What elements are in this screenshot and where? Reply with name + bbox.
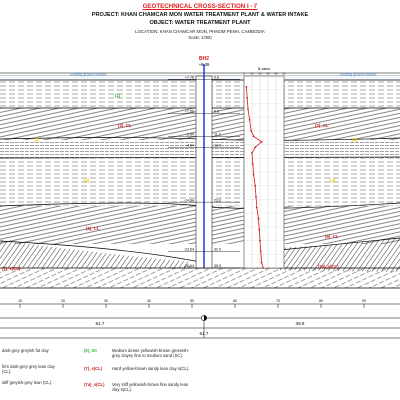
distance-right: 39.6 — [295, 321, 305, 326]
legend-code-6: (7a)_s(CL) — [84, 382, 105, 387]
nvalue-title: N-value — [257, 67, 271, 71]
nvalue-point — [261, 141, 263, 143]
level-depth: 13.0 — [214, 143, 221, 148]
nvalue-point — [262, 267, 264, 269]
layer-dense-left — [0, 240, 190, 268]
layer-label-3-right: (3) — [352, 137, 358, 142]
project-line: PROJECT: KHAN CHAMCAR MON WATER TREATMENT PLANT & WATER INTAKE — [91, 12, 309, 18]
layer-label-2: (2)_CL — [118, 123, 132, 128]
distance-mid: 51.7 — [199, 331, 209, 336]
layer-label-4-right: (4) — [330, 178, 336, 183]
legend-text-2: Medium dense yellowish-brown greenish-grey clayey fine to medium sand (SC). — [112, 348, 190, 359]
level-elevation: +1.56 — [184, 109, 194, 114]
layer-label-7: (7)_s(CL) — [2, 266, 21, 271]
legend-text-4: Hard yellow-brown sandy lean clay s(CL). — [112, 366, 190, 371]
nvalue-point — [253, 174, 255, 176]
nvalue-point — [259, 240, 261, 242]
object-line: OBJECT: WATER TREATMENT PLANT — [149, 20, 251, 26]
ruler-tick-label: 60 — [233, 299, 237, 303]
ruler-tick-label: 10 — [18, 299, 22, 303]
ruler-tick-label: 20 — [61, 299, 65, 303]
layer-label-6: (6)_CL — [86, 226, 100, 231]
layer-label-1: (1) — [115, 93, 121, 98]
section-title: GEOTECHNICAL CROSS-SECTION I - I' — [142, 3, 258, 10]
ruler-tick-label: 40 — [147, 299, 151, 303]
level-depth: 11.0 — [214, 132, 221, 137]
location-line: LOCATION: KHAN CHAMCAR MON, PHNOM PENH, CAMBODIA — [135, 28, 265, 34]
nvalue-axis-tick: 30 — [266, 72, 270, 76]
ruler-tick-label: 70 — [276, 299, 280, 303]
legend-text-6: Very stiff yellowish-brown fine sandy lean clay s(CL). — [112, 382, 189, 393]
nvalue-point — [246, 86, 248, 88]
nvalue-point — [250, 130, 252, 132]
nvalue-point — [251, 152, 253, 154]
level-elevation: -26.64 — [183, 264, 194, 269]
level-depth: 0.6 — [214, 75, 219, 80]
level-elevation: -14.64 — [183, 198, 194, 203]
legend-text-5: stiff greyish-grey lean (CL). — [2, 380, 53, 385]
nvalue-axis-tick: 0 — [243, 72, 245, 76]
nvalue-point — [255, 196, 257, 198]
level-depth: 32.0 — [214, 247, 221, 252]
nvalue-point — [249, 119, 251, 121]
layer-label-2-right: (2)_CL — [315, 123, 329, 128]
ruler-tick-label: 90 — [362, 299, 366, 303]
nvalue-point — [254, 185, 256, 187]
scale-line: Scale: 1/300 — [188, 35, 212, 40]
nvalue-point — [261, 262, 263, 264]
distance-left: 51.7 — [95, 321, 105, 326]
legend-code-2: (5)_SC — [84, 348, 98, 353]
surface-label-right: Existing ground surface — [340, 72, 377, 77]
ruler-tick-label: 30 — [104, 299, 108, 303]
nvalue-point — [254, 146, 256, 148]
layer-label-6-right: (6)_CL — [325, 234, 339, 239]
surface-label-left: Existing ground surface — [70, 72, 107, 77]
layer-label-3: (3) — [34, 137, 40, 142]
nvalue-point — [258, 229, 260, 231]
nvalue-point — [260, 251, 262, 253]
ruler-tick-label: 50 — [190, 299, 194, 303]
nvalue-axis-tick: 50 — [282, 72, 286, 76]
level-depth: 35.0 — [214, 264, 221, 269]
nvalue-point — [258, 218, 260, 220]
nvalue-axis-tick: 20 — [258, 72, 262, 76]
layer-label-4: (4) — [84, 178, 90, 183]
legend-code-4: (7)_s(CL) — [84, 366, 103, 371]
level-elevation: +7.76 — [184, 75, 194, 80]
level-depth: 6.8 — [214, 109, 219, 114]
legend-text-3: firm dark-grey grey lean clay (CL). — [2, 364, 55, 375]
nvalue-point — [253, 135, 255, 137]
layer-7 — [0, 268, 400, 288]
layer-label-7a: (7a)_s(CL) — [318, 264, 339, 269]
borehole-name: BH2 — [198, 56, 210, 62]
nvalue-axis-tick: 10 — [250, 72, 254, 76]
nvalue-axis-tick: 40 — [274, 72, 278, 76]
borehole-top-elevation: +8.36 — [198, 62, 210, 67]
ruler-ticks — [18, 299, 366, 308]
nvalue-point — [247, 108, 249, 110]
level-elevation: -2.64 — [185, 132, 194, 137]
nvalue-point — [252, 163, 254, 165]
nvalue-point — [246, 97, 248, 99]
level-elevation: -4.64 — [185, 143, 194, 148]
legend-text-1: dark-grey greyish fat clay — [2, 348, 49, 353]
ruler-tick-label: 80 — [319, 299, 323, 303]
nvalue-point — [256, 207, 258, 209]
level-elevation: -23.64 — [183, 247, 194, 252]
level-depth: 23.0 — [214, 198, 221, 203]
